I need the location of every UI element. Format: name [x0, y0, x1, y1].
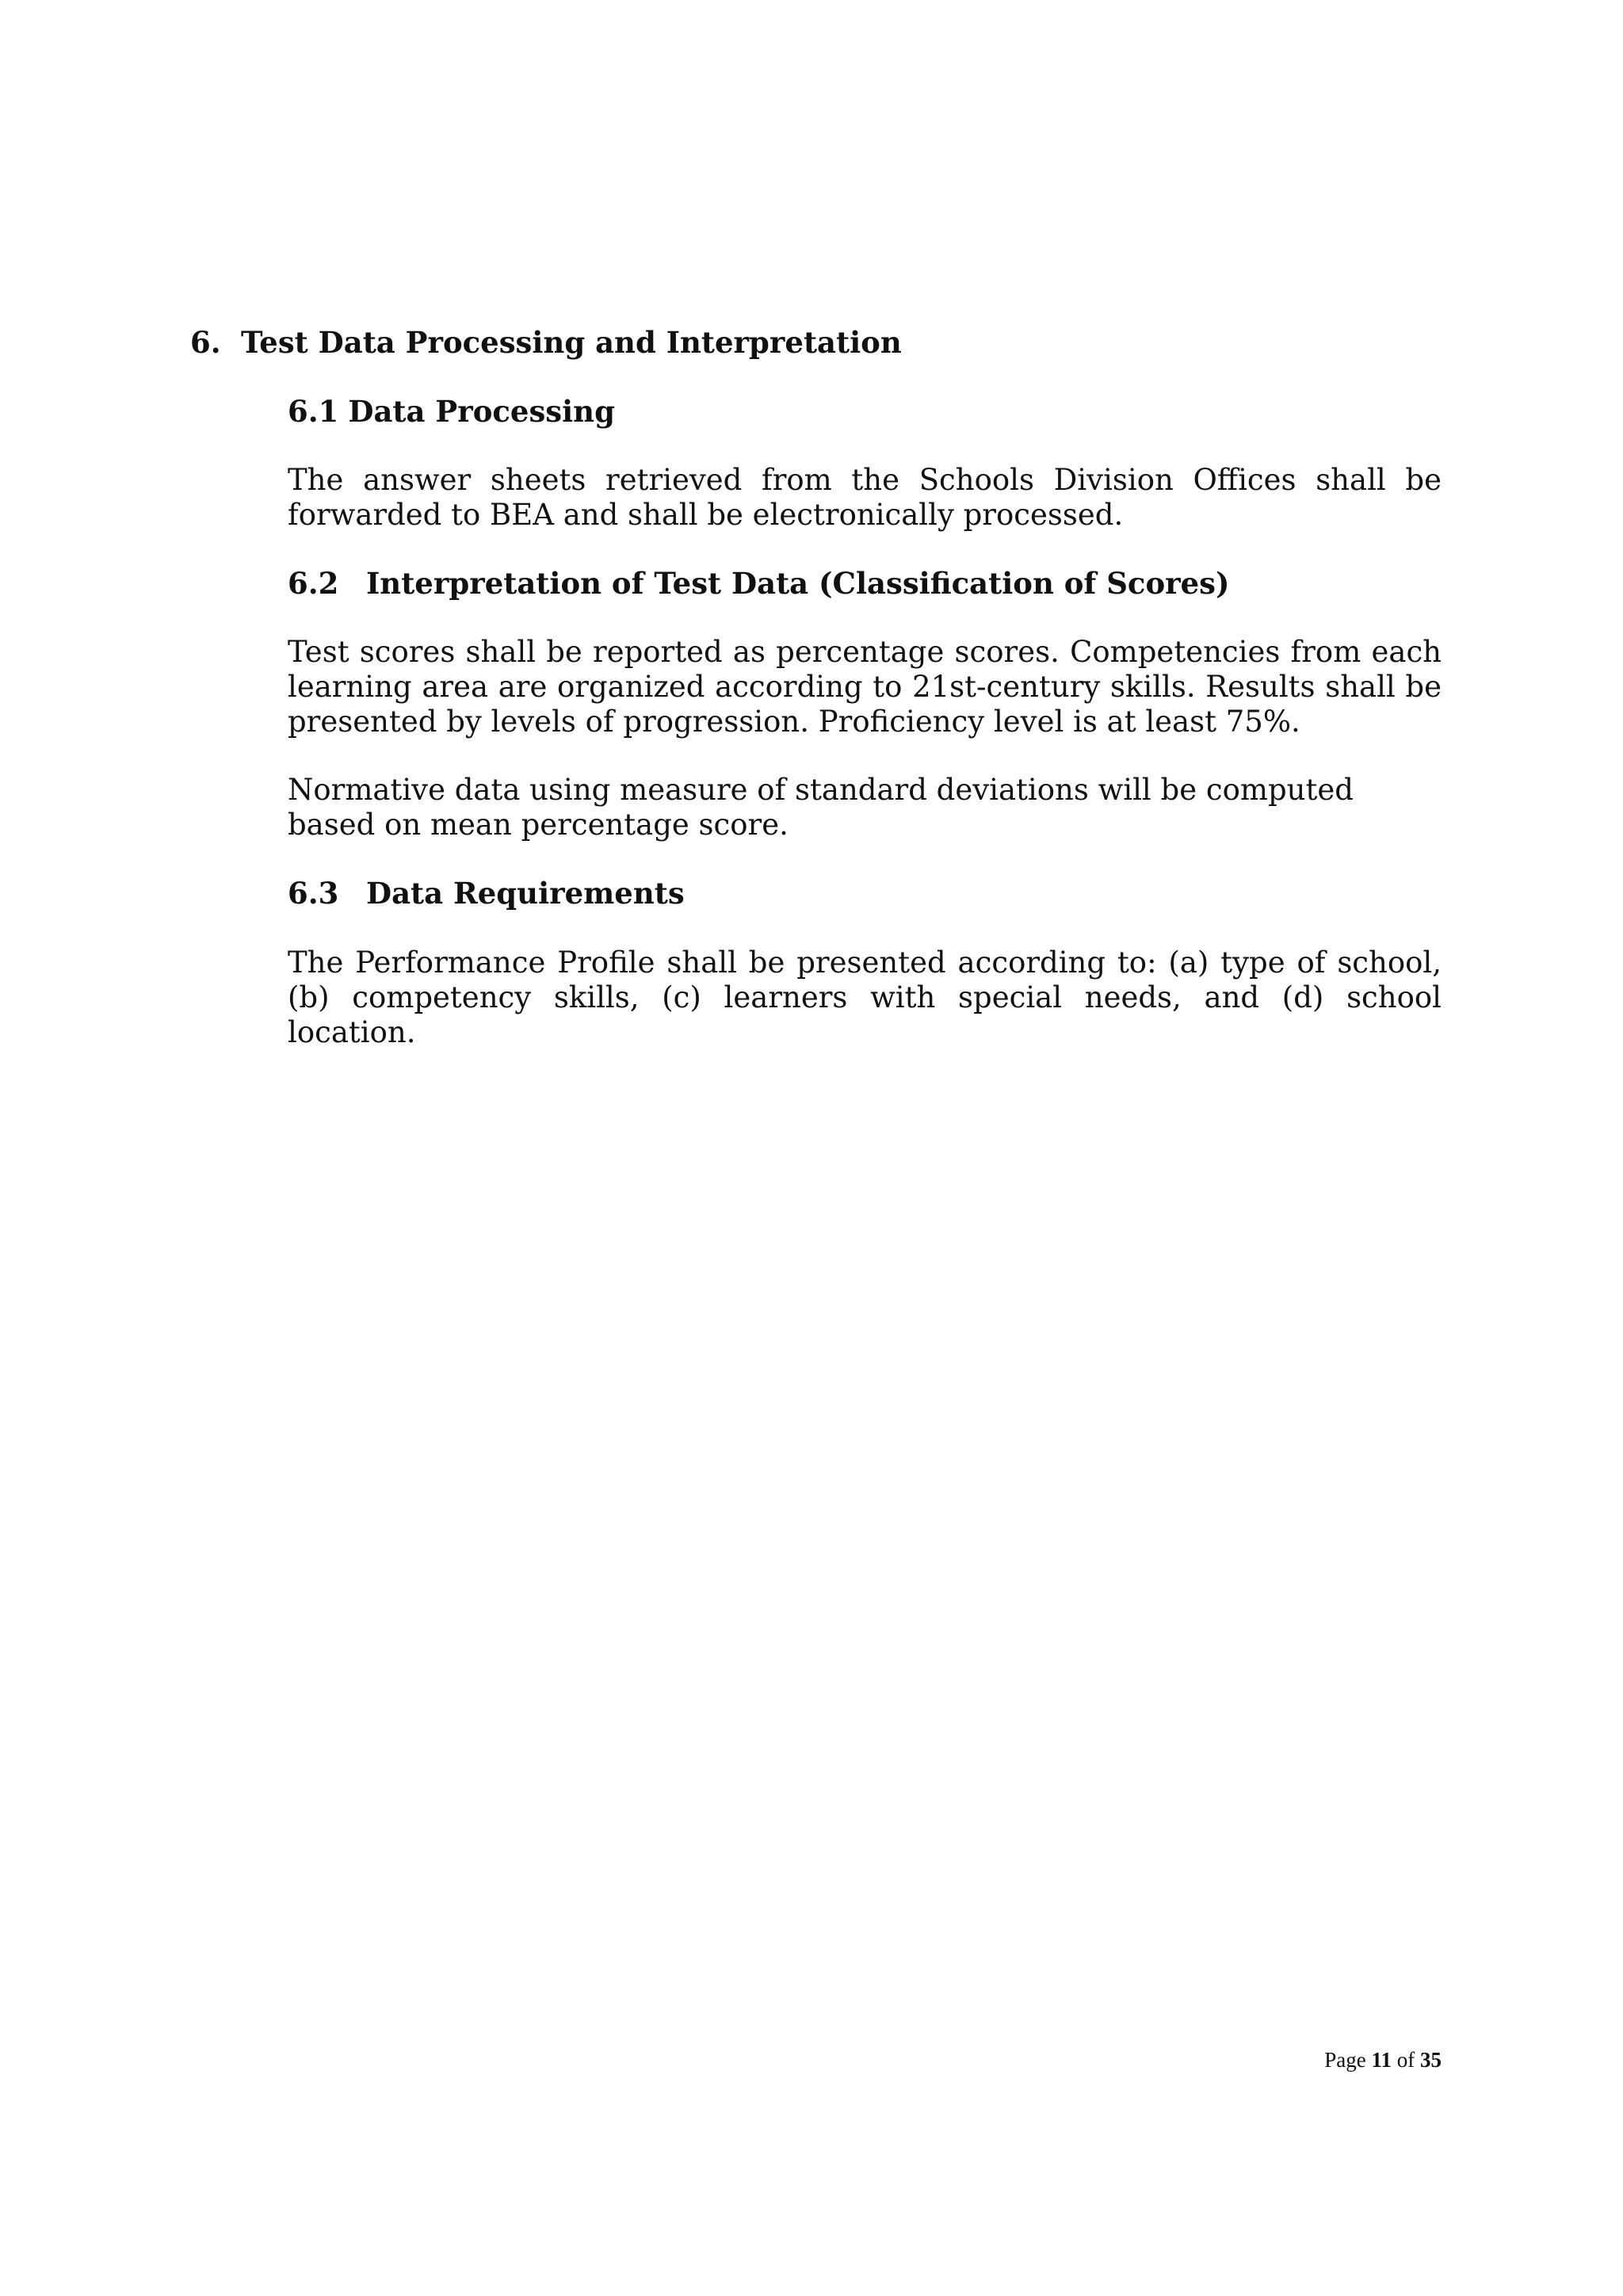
page-label: Page [1324, 2048, 1366, 2072]
subsection-heading-6-1 [288, 392, 615, 430]
subsection-title: Interpretation of Test Data (Classification of Scores) [366, 566, 1230, 601]
subsection-title: Data Processing [348, 394, 615, 429]
page-number [1297, 2046, 1442, 2073]
subsection-heading-6-3 [288, 874, 685, 912]
subsection-number: 6.1 [288, 394, 339, 429]
subsection-heading-6-2 [288, 564, 1230, 602]
subsection-number: 6.2 [288, 566, 339, 601]
paragraph-interpretation: Test scores shall be reported as percentage scores. Competencies from each learning area are organized according to 21st-century skills. Results shall be presented by levels of progression. Proficiency level is at least 75%. [288, 635, 1442, 739]
of-label: of [1396, 2048, 1415, 2072]
section-title: Test Data Processing and Interpretation [241, 325, 902, 360]
current-page: 11 [1371, 2048, 1392, 2072]
paragraph-data-processing: The answer sheets retrieved from the Schools Division Offices shall be forwarded to BEA and shall be electronically processed. [288, 463, 1442, 532]
paragraph-data-requirements: The Performance Profile shall be presented according to: (a) type of school, (b) competency skills, (c) learners with special needs, and (d) school location. [288, 946, 1442, 1049]
total-pages: 35 [1420, 2048, 1442, 2072]
paragraph-normative-data: Normative data using measure of standard deviations will be computed based on mean percentage score. [288, 773, 1354, 842]
subsection-number: 6.3 [288, 876, 339, 911]
subsection-title: Data Requirements [366, 876, 685, 911]
section-number: 6. [190, 325, 221, 360]
section-heading [190, 323, 902, 361]
